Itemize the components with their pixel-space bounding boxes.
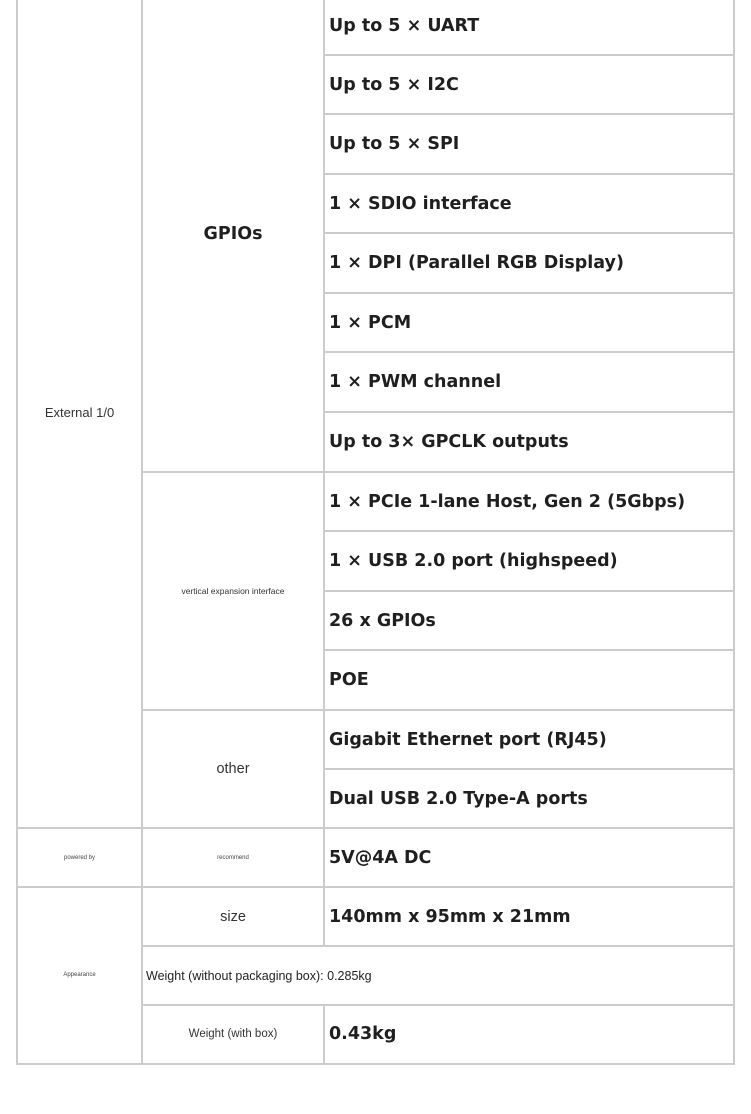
gpio-value: 1 × PWM channel (329, 372, 502, 392)
weight-without-box: Weight (without packaging box): 0.285kg (146, 968, 372, 983)
expansion-value: 1 × USB 2.0 port (highspeed) (329, 551, 618, 571)
gpio-value: 1 × PCM (329, 312, 412, 333)
divider (18, 886, 735, 888)
divider (323, 292, 735, 294)
divider (18, 827, 735, 829)
divider (323, 1005, 325, 1063)
divider (143, 1004, 735, 1006)
divider (323, 530, 735, 532)
divider (323, 0, 325, 946)
expansion-value: POE (329, 670, 369, 690)
group-weight-with-box: Weight (with box) (188, 1028, 278, 1040)
divider (323, 173, 735, 175)
section-external-io: External 1/0 (44, 404, 115, 420)
gpio-value: Up to 5 × SPI (329, 134, 460, 154)
gpio-value: Up to 5 × UART (329, 15, 480, 36)
section-powered-by: powered by (63, 854, 96, 861)
divider (323, 411, 735, 413)
group-gpios: GPIOs (203, 224, 263, 244)
gpio-value: Up to 3× GPCLK outputs (329, 432, 569, 452)
group-vertical-expansion: vertical expansion interface (181, 586, 285, 596)
divider (143, 471, 735, 473)
divider (323, 768, 735, 770)
weight-with-box-value: 0.43kg (329, 1024, 397, 1044)
divider (143, 709, 735, 711)
other-value: Dual USB 2.0 Type-A ports (329, 788, 588, 809)
divider (323, 351, 735, 353)
gpio-value: Up to 5 × I2C (329, 74, 459, 95)
expansion-value: 26 x GPIOs (329, 610, 436, 631)
divider (323, 54, 735, 56)
divider (141, 542, 143, 1063)
divider (323, 232, 735, 234)
other-value: Gigabit Ethernet port (RJ45) (329, 729, 607, 750)
divider (323, 590, 735, 592)
spec-table (16, 0, 735, 1065)
group-size: size (220, 908, 246, 925)
divider (323, 649, 735, 651)
gpio-value: 1 × DPI (Parallel RGB Display) (329, 253, 624, 273)
divider (141, 0, 143, 546)
divider (143, 945, 735, 947)
power-value: 5V@4A DC (329, 847, 432, 868)
expansion-value: 1 × PCIe 1-lane Host, Gen 2 (5Gbps) (329, 491, 686, 512)
section-appearance: Appearance (63, 972, 96, 978)
gpio-value: 1 × SDIO interface (329, 193, 512, 214)
group-other: other (216, 761, 250, 777)
divider (323, 113, 735, 115)
size-value: 140mm x 95mm x 21mm (329, 906, 571, 927)
group-recommend: recommend (217, 854, 249, 861)
